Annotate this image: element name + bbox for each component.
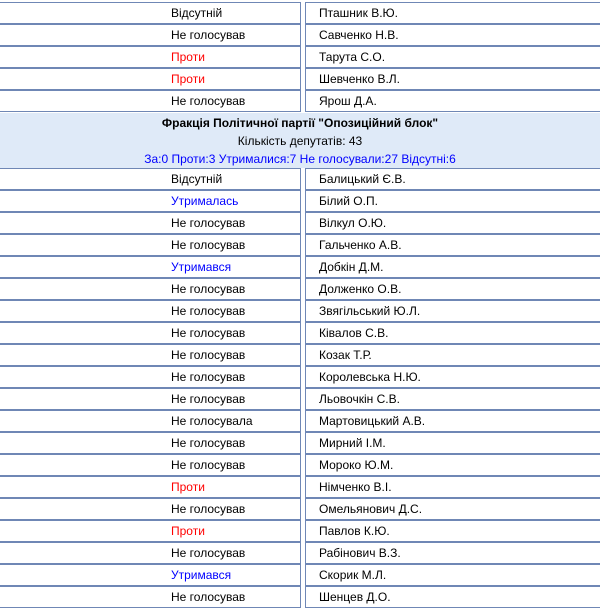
vote-result: Не голосувала bbox=[171, 414, 253, 428]
vote-result: Утрималась bbox=[171, 194, 239, 208]
deputy-cell bbox=[305, 234, 600, 256]
deputy-name: Білий О.П. bbox=[319, 194, 378, 208]
faction-vote-summary: За:0 Проти:3 Утрималися:7 Не голосували:27 Відсутні:6 bbox=[144, 152, 456, 166]
vote-cell bbox=[0, 388, 301, 410]
deputy-name: Тарута С.О. bbox=[319, 50, 386, 64]
vote-cell bbox=[0, 542, 301, 564]
deputy-name: Гальченко А.В. bbox=[319, 238, 402, 252]
vote-cell bbox=[0, 256, 301, 278]
deputy-name: Савченко Н.В. bbox=[319, 28, 399, 42]
deputy-name: Шевченко В.Л. bbox=[319, 72, 400, 86]
vote-cell bbox=[0, 68, 301, 90]
deputy-cell bbox=[305, 432, 600, 454]
vote-cell bbox=[0, 520, 301, 542]
deputy-name: Долженко О.В. bbox=[319, 282, 402, 296]
deputy-name: Павлов К.Ю. bbox=[319, 524, 390, 538]
faction-title: Фракція Політичної партії "Опозиційний блок" bbox=[161, 116, 439, 130]
deputy-name: Пташник В.Ю. bbox=[319, 6, 398, 20]
deputy-name: Добкін Д.М. bbox=[319, 260, 384, 274]
deputy-cell bbox=[305, 366, 600, 388]
table-row bbox=[0, 586, 600, 608]
table-row bbox=[0, 90, 600, 112]
deputy-cell bbox=[305, 24, 600, 46]
table-row bbox=[0, 476, 600, 498]
deputy-cell bbox=[305, 190, 600, 212]
deputy-cell bbox=[305, 564, 600, 586]
vote-cell bbox=[0, 46, 301, 68]
deputy-name: Мороко Ю.М. bbox=[319, 458, 394, 472]
deputy-cell bbox=[305, 410, 600, 432]
vote-cell bbox=[0, 168, 301, 190]
deputy-cell bbox=[305, 90, 600, 112]
faction-deputy-count: Кількість депутатів: 43 bbox=[237, 134, 363, 148]
vote-result: Не голосував bbox=[171, 348, 246, 362]
deputy-name: Шенцев Д.О. bbox=[319, 590, 391, 604]
vote-cell bbox=[0, 498, 301, 520]
vote-result: Не голосував bbox=[171, 590, 246, 604]
table-row bbox=[0, 256, 600, 278]
vote-result: Проти bbox=[171, 72, 205, 86]
vote-result: Утримався bbox=[171, 568, 232, 582]
deputy-name: Рабінович В.З. bbox=[319, 546, 401, 560]
vote-cell bbox=[0, 366, 301, 388]
table-row bbox=[0, 564, 600, 586]
table-row bbox=[0, 300, 600, 322]
vote-cell bbox=[0, 300, 301, 322]
deputy-name: Льовочкін С.В. bbox=[319, 392, 400, 406]
table-row bbox=[0, 410, 600, 432]
vote-result: Проти bbox=[171, 50, 205, 64]
deputy-cell bbox=[305, 2, 600, 24]
vote-result: Відсутній bbox=[171, 172, 223, 186]
vote-cell bbox=[0, 24, 301, 46]
deputy-cell bbox=[305, 520, 600, 542]
vote-cell bbox=[0, 278, 301, 300]
table-row bbox=[0, 366, 600, 388]
deputy-cell bbox=[305, 212, 600, 234]
table-row bbox=[0, 212, 600, 234]
vote-cell bbox=[0, 454, 301, 476]
vote-cell bbox=[0, 190, 301, 212]
vote-result: Утримався bbox=[171, 260, 232, 274]
deputy-cell bbox=[305, 278, 600, 300]
vote-result: Не голосував bbox=[171, 28, 246, 42]
table-row bbox=[0, 68, 600, 90]
table-row bbox=[0, 46, 600, 68]
table-row bbox=[0, 278, 600, 300]
deputy-name: Балицький Є.В. bbox=[319, 172, 406, 186]
vote-result: Не голосував bbox=[171, 216, 246, 230]
deputy-cell bbox=[305, 344, 600, 366]
deputy-cell bbox=[305, 322, 600, 344]
vote-result: Не голосував bbox=[171, 370, 246, 384]
deputy-name: Ярош Д.А. bbox=[319, 94, 377, 108]
deputy-cell bbox=[305, 498, 600, 520]
vote-result: Не голосував bbox=[171, 326, 246, 340]
vote-cell bbox=[0, 432, 301, 454]
vote-cell bbox=[0, 2, 301, 24]
deputy-cell bbox=[305, 542, 600, 564]
table-row bbox=[0, 344, 600, 366]
vote-result: Проти bbox=[171, 480, 205, 494]
deputy-name: Вілкул О.Ю. bbox=[319, 216, 387, 230]
deputy-cell bbox=[305, 68, 600, 90]
deputy-cell bbox=[305, 300, 600, 322]
deputy-cell bbox=[305, 46, 600, 68]
vote-cell bbox=[0, 90, 301, 112]
deputy-name: Мартовицький А.В. bbox=[319, 414, 426, 428]
vote-result: Не голосував bbox=[171, 458, 246, 472]
deputy-name: Німченко В.І. bbox=[319, 480, 392, 494]
table-row bbox=[0, 388, 600, 410]
vote-result: Не голосував bbox=[171, 238, 246, 252]
vote-result: Не голосував bbox=[171, 392, 246, 406]
vote-result: Не голосував bbox=[171, 94, 246, 108]
deputy-cell bbox=[305, 454, 600, 476]
vote-cell bbox=[0, 344, 301, 366]
table-row bbox=[0, 454, 600, 476]
table-row bbox=[0, 234, 600, 256]
table-row bbox=[0, 542, 600, 564]
vote-cell bbox=[0, 322, 301, 344]
faction-header bbox=[0, 113, 600, 168]
table-row bbox=[0, 520, 600, 542]
table-row bbox=[0, 168, 600, 190]
vote-cell bbox=[0, 586, 301, 608]
table-row bbox=[0, 2, 600, 24]
deputy-cell bbox=[305, 388, 600, 410]
deputy-name: Ківалов С.В. bbox=[319, 326, 389, 340]
vote-result: Не голосував bbox=[171, 436, 246, 450]
table-row bbox=[0, 322, 600, 344]
vote-cell bbox=[0, 564, 301, 586]
vote-result: Не голосував bbox=[171, 304, 246, 318]
table-row bbox=[0, 498, 600, 520]
deputy-name: Звягільський Ю.Л. bbox=[319, 304, 421, 318]
deputy-name: Мирний І.М. bbox=[319, 436, 386, 450]
vote-result: Не голосував bbox=[171, 546, 246, 560]
vote-cell bbox=[0, 410, 301, 432]
table-row bbox=[0, 190, 600, 212]
deputy-cell bbox=[305, 476, 600, 498]
deputy-name: Скорик М.Л. bbox=[319, 568, 387, 582]
vote-cell bbox=[0, 476, 301, 498]
table-row bbox=[0, 24, 600, 46]
deputy-cell bbox=[305, 168, 600, 190]
deputy-name: Королевська Н.Ю. bbox=[319, 370, 421, 384]
table-row bbox=[0, 432, 600, 454]
vote-result: Проти bbox=[171, 524, 205, 538]
vote-cell bbox=[0, 212, 301, 234]
deputy-name: Омельянович Д.С. bbox=[319, 502, 423, 516]
vote-result: Не голосував bbox=[171, 282, 246, 296]
vote-result: Відсутній bbox=[171, 6, 223, 20]
deputy-cell bbox=[305, 586, 600, 608]
deputy-name: Козак Т.Р. bbox=[319, 348, 372, 362]
vote-cell bbox=[0, 234, 301, 256]
vote-result: Не голосував bbox=[171, 502, 246, 516]
deputy-cell bbox=[305, 256, 600, 278]
